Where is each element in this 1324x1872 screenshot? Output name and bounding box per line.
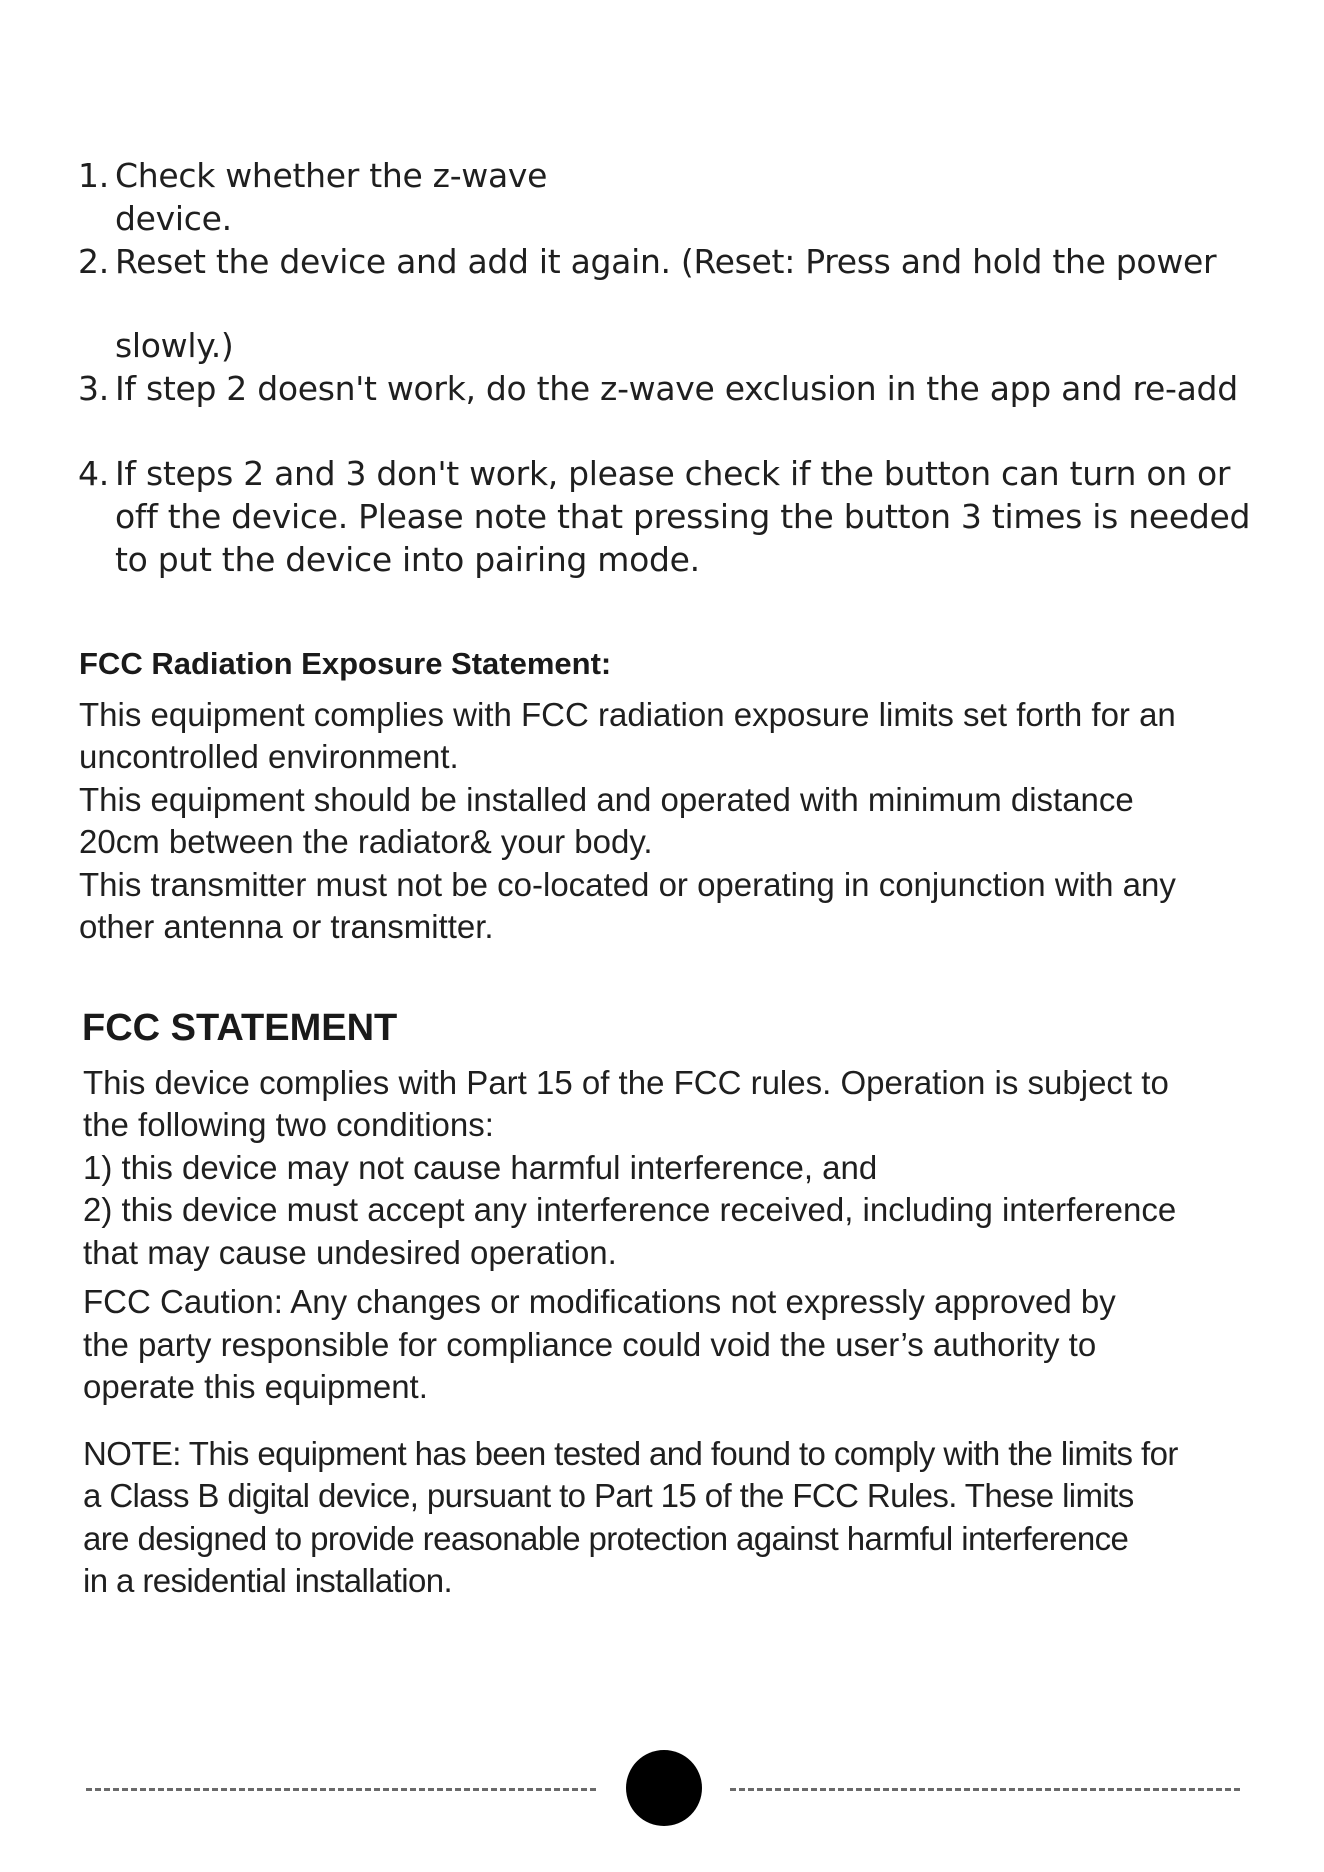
radiation-line: 20cm between the radiator& your body. [79, 823, 653, 860]
radiation-line: This equipment should be installed and operated with minimum distance [79, 781, 1134, 818]
step-text: If step 2 doesn't work, do the z-wave exclusion in the app and re-add [115, 369, 1238, 408]
step-text: device. [115, 199, 232, 238]
radiation-line: uncontrolled environment. [79, 738, 459, 775]
step-text: Check whether the z-wave [115, 156, 548, 195]
note-line: in a residential installation. [83, 1562, 453, 1599]
step-text: slowly.) [115, 326, 234, 365]
statement-line: 2) this device must accept any interference received, including interference [83, 1191, 1177, 1228]
radiation-heading: FCC Radiation Exposure Statement: [79, 646, 612, 681]
step-text: Reset the device and add it again. (Reset: Press and hold the power [115, 242, 1217, 281]
statement-line: This device complies with Part 15 of the FCC rules. Operation is subject to [83, 1064, 1169, 1101]
page-marker-dot [626, 1750, 702, 1826]
step-number: 4. [78, 454, 109, 493]
step-number: 3. [78, 369, 109, 408]
statement-line: that may cause undesired operation. [83, 1234, 617, 1271]
step-text: off the device. Please note that pressing the button 3 times is needed [115, 497, 1251, 536]
step-text: If steps 2 and 3 don't work, please check if the button can turn on or [115, 454, 1231, 493]
radiation-line: other antenna or transmitter. [79, 908, 494, 945]
statement-line: the following two conditions: [83, 1106, 494, 1143]
footer-divider-right [730, 1788, 1240, 1791]
note-line: are designed to provide reasonable protection against harmful interference [83, 1520, 1129, 1557]
fcc-statement-heading: FCC STATEMENT [82, 1007, 398, 1049]
page-footer [0, 1750, 1324, 1830]
step-text: to put the device into pairing mode. [115, 540, 700, 579]
caution-line: the party responsible for compliance could void the user’s authority to [83, 1326, 1097, 1363]
caution-line: operate this equipment. [83, 1368, 428, 1405]
statement-line: 1) this device may not cause harmful interference, and [83, 1149, 878, 1186]
caution-line: FCC Caution: Any changes or modifications not expressly approved by [83, 1283, 1116, 1320]
step-number: 2. [78, 242, 109, 281]
radiation-line: This equipment complies with FCC radiation exposure limits set forth for an [79, 696, 1176, 733]
note-line: a Class B digital device, pursuant to Part 15 of the FCC Rules. These limits [83, 1477, 1134, 1514]
note-line: NOTE: This equipment has been tested and found to comply with the limits for [83, 1435, 1178, 1472]
step-number: 1. [78, 156, 109, 195]
radiation-line: This transmitter must not be co-located or operating in conjunction with any [79, 866, 1176, 903]
footer-divider-left [86, 1788, 596, 1791]
